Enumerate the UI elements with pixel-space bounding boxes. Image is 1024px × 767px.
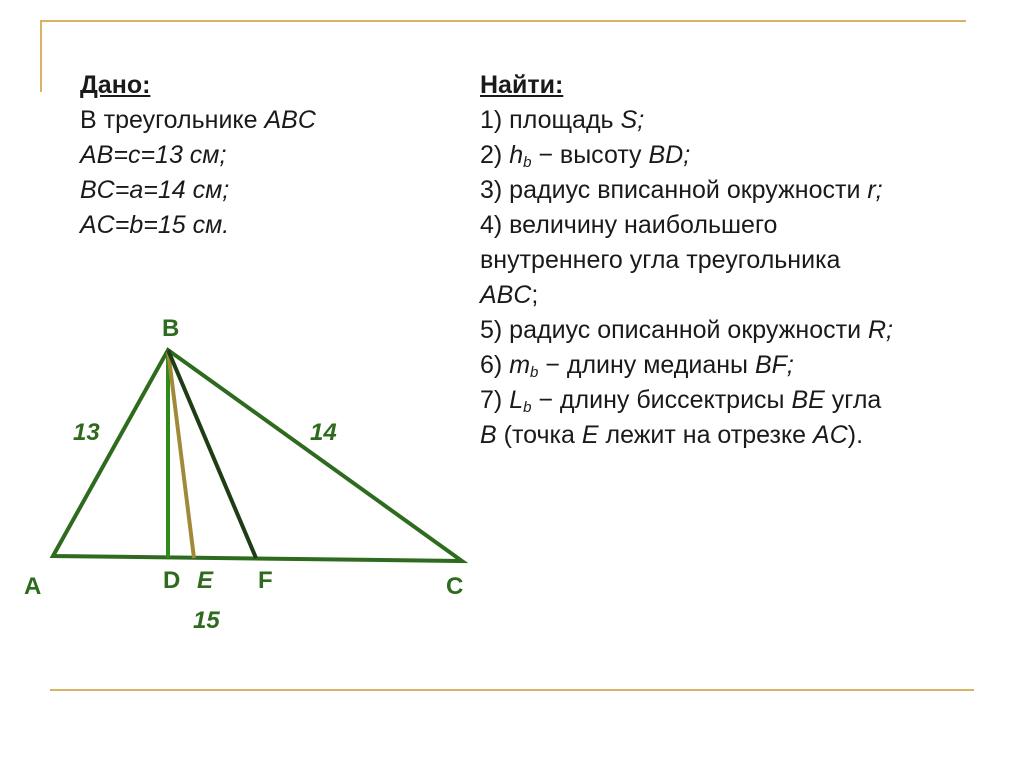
find-item-3-symbol: r; (867, 176, 883, 204)
given-line-ac: AC=b=15 см. (80, 211, 230, 239)
given-line-triangle-name: ABC (264, 106, 316, 134)
find-item-4-triangle-name: ABC (480, 281, 532, 309)
label-side-ab: 13 (73, 419, 100, 446)
find-item-7-symbol: L (509, 386, 524, 414)
given-line-ab: AB=c=13 см; (80, 141, 227, 169)
label-vertex-c: C (446, 573, 464, 600)
label-point-d: D (163, 567, 181, 594)
label-side-bc: 14 (310, 419, 337, 446)
find-item-7-end: угла (824, 386, 882, 414)
find-item-4-line-1: 4) величину наибольшего (480, 211, 778, 239)
label-side-ac: 15 (193, 607, 220, 634)
label-point-e: E (197, 567, 214, 594)
find-item-4-line-2: внутреннего угла треугольника (480, 246, 841, 274)
find-item-6-segment: BF; (754, 351, 794, 379)
find-item-3-text: 3) радиус вписанной окружности (480, 176, 868, 204)
find-item-6-number: 6) (480, 351, 510, 379)
triangle-abc (53, 350, 462, 561)
given-heading: Дано: (80, 71, 151, 99)
find-item-7-side: AC (813, 421, 848, 449)
find-item-7-segment: BE (791, 386, 825, 414)
find-item-7-text-b: лежит на отрезке (598, 421, 814, 449)
find-item-4-end: ; (531, 281, 539, 309)
find-item-1-symbol: S; (620, 106, 645, 134)
find-item-2-number: 2) (480, 141, 510, 169)
find-item-6-text: − длину медианы (538, 351, 755, 379)
find-item-2-subscript: b (523, 153, 532, 171)
find-item-2-text: − высоту (531, 141, 649, 169)
find-item-1-text: 1) площадь (480, 106, 621, 134)
find-item-7-angle: B (480, 421, 497, 449)
find-item-7-number: 7) (480, 386, 510, 414)
label-vertex-a: A (24, 573, 42, 600)
find-item-2-segment: BD; (648, 141, 691, 169)
find-item-7-subscript: b (523, 398, 532, 416)
find-item-7-text: − длину биссектрисы (531, 386, 792, 414)
given-line-triangle-text: В треугольнике (80, 106, 265, 134)
find-heading: Найти: (480, 71, 564, 99)
label-vertex-b: B (162, 315, 180, 342)
label-point-f: F (258, 567, 273, 594)
find-item-6-symbol: m (509, 351, 531, 379)
given-line-bc: BC=a=14 см; (80, 176, 230, 204)
find-item-6-subscript: b (530, 363, 539, 381)
find-item-7-text-end: ). (847, 421, 864, 449)
find-item-2-symbol: h (509, 141, 524, 169)
find-item-5-text: 5) радиус описанной окружности (480, 316, 868, 344)
find-item-5-symbol: R; (867, 316, 893, 344)
find-item-7-point: E (581, 421, 599, 449)
find-item-7-text-a: (точка (496, 421, 582, 449)
